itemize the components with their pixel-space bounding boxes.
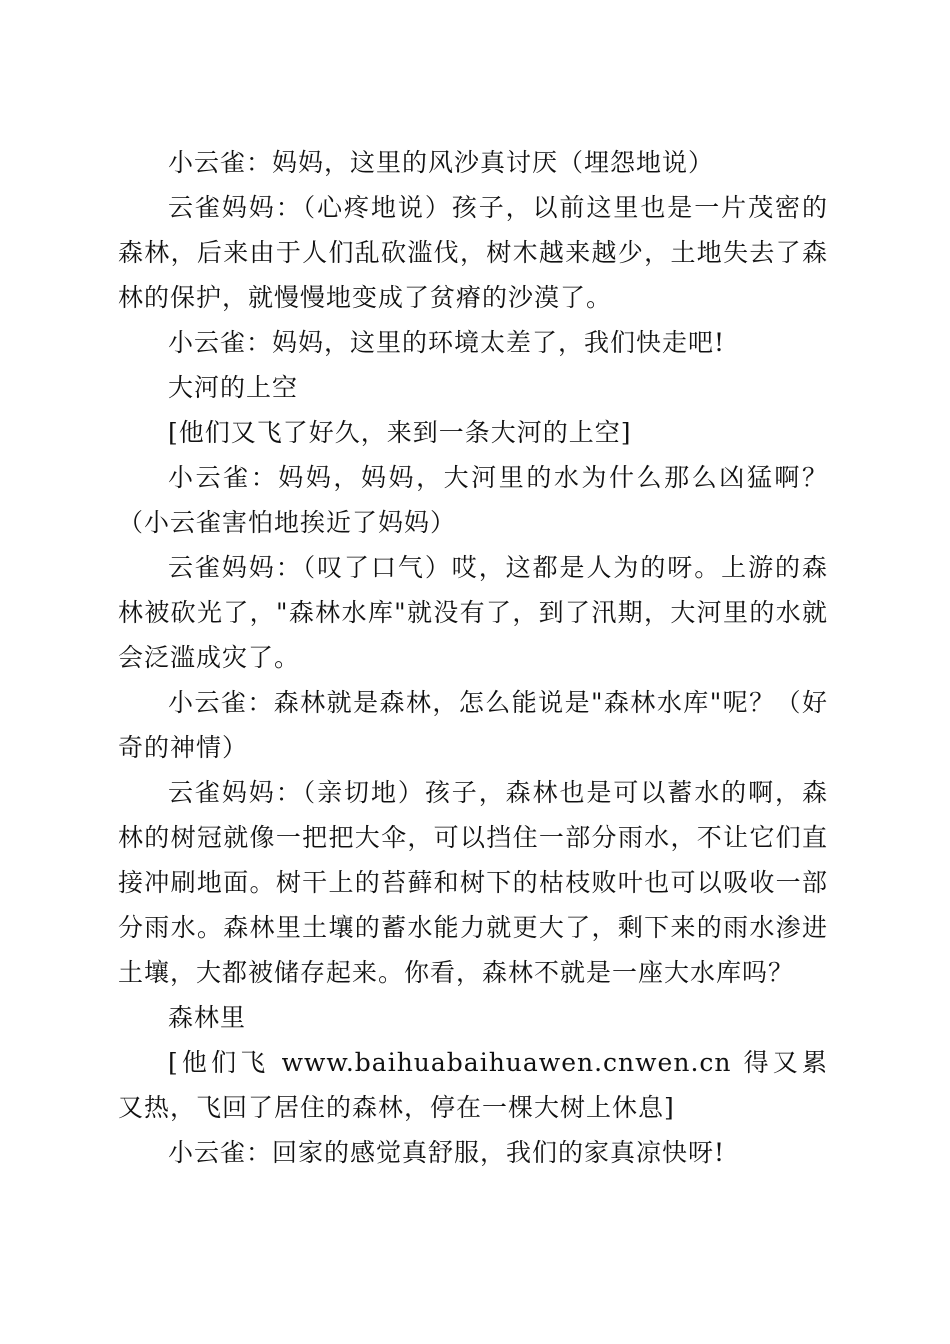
document-body [118,140,828,1175]
stage-direction: [他们又飞了好久，来到一条大河的上空] [168,418,632,447]
dialogue-line-xiaoyunque: 小云雀：森林就是森林，怎么能说是"森林水库"呢？（好奇的神情） [118,688,828,762]
stage-direction: [他们飞 www.baihuabaihuawen.cnwen.cn 得又累又热，飞回了居住的森林，停在一棵大树上休息] [118,1048,828,1122]
dialogue-line-xiaoyunque: 小云雀：回家的感觉真舒服，我们的家真凉快呀! [168,1138,726,1167]
scene-heading: 森林里 [168,1003,247,1032]
dialogue-line-xiaoyunque: 小云雀：妈妈，这里的环境太差了，我们快走吧! [168,328,726,357]
dialogue-line-xiaoyunque: 小云雀：妈妈，妈妈，大河里的水为什么那么凶猛啊？（小云雀害怕地挨近了妈妈） [118,463,828,537]
dialogue-line-yunque-mama: 云雀妈妈：（心疼地说）孩子，以前这里也是一片茂密的森林，后来由于人们乱砍滥伐，树木越来越少，土地失去了森林的保护，就慢慢地变成了贫瘠的沙漠了。 [118,193,828,312]
dialogue-line-xiaoyunque: 小云雀：妈妈，这里的风沙真讨厌（埋怨地说） [168,148,715,177]
dialogue-line-yunque-mama: 云雀妈妈：（亲切地）孩子，森林也是可以蓄水的啊，森林的树冠就像一把把大伞，可以挡住一部分雨水，不让它们直接冲刷地面。树干上的苔藓和树下的枯枝败叶也可以吸收一部分雨水。森林里土壤的蓄水能力就更大了，剩下来的雨水渗进土壤，大都被储存起来。你看，森林不就是一座大水库吗？ [118,778,828,987]
scene-heading: 大河的上空 [168,373,299,402]
dialogue-line-yunque-mama: 云雀妈妈：（叹了口气）哎，这都是人为的呀。上游的森林被砍光了，"森林水库"就没有了，到了汛期，大河里的水就会泛滥成灾了。 [118,553,828,672]
